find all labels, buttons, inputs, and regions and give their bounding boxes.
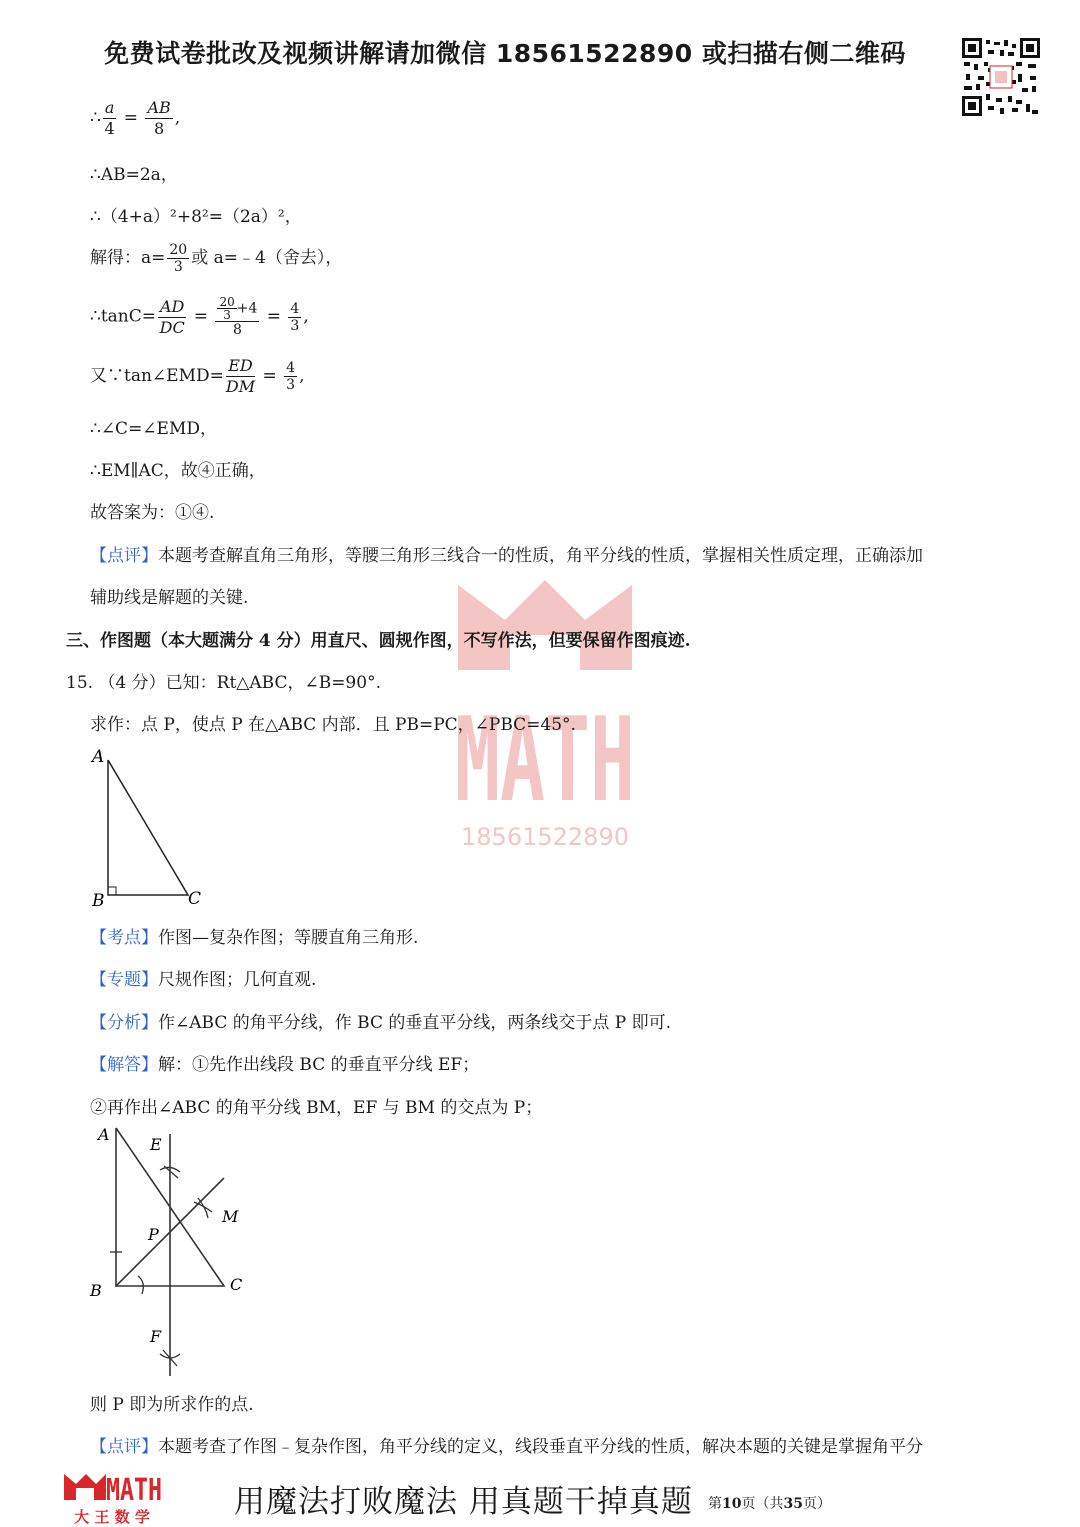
jieda-block	[90, 1050, 479, 1075]
vertex-c: C	[188, 889, 202, 909]
point-e: E	[150, 1135, 162, 1154]
jieda-tag: 【解答】	[90, 1055, 158, 1075]
question-stem: 15. （4 分）已知：Rt△ABC，∠B=90°.	[66, 673, 381, 693]
logo-word: MATH	[106, 1473, 162, 1508]
equation-pythagoras: ∴（4+a）²+8²=（2a）²，	[90, 207, 302, 227]
jieda-text: 解：①先作出线段 BC 的垂直平分线 EF；	[158, 1055, 480, 1075]
page-indicator: 第10页（共35页）	[708, 1496, 831, 1512]
kaodian-text: 作图—复杂作图；等腰直角三角形.	[158, 928, 419, 948]
equation-angle: ∴∠C=∠EMD，	[90, 419, 218, 439]
kaodian-tag: 【考点】	[90, 928, 158, 948]
comment-block-2	[90, 1432, 923, 1457]
comment-tag: 【点评】	[90, 546, 158, 566]
point-p: P	[148, 1225, 159, 1244]
equation-parallel: ∴EM∥AC，故④正确，	[90, 461, 266, 481]
zhuanti-tag: 【专题】	[90, 970, 158, 990]
equation-solve-a: 解得：a= $\frac{20}{3}$ 或 a=﹣4（舍去），	[90, 242, 343, 275]
conclusion: 则 P 即为所求作的点.	[90, 1395, 254, 1415]
question-ask: 求作：点 P，使点 P 在△ABC 内部．且 PB=PC，∠PBC=45°.	[90, 715, 576, 735]
page-header: 免费试卷批改及视频讲解请加微信 18561522890 或扫描右侧二维码	[104, 39, 906, 68]
logo-cn: 大 王 数 学	[74, 1508, 150, 1526]
zhuanti-block	[90, 965, 316, 990]
comment-text-cont: 辅助线是解题的关键.	[90, 588, 249, 608]
equation-ab: ∴AB=2a，	[90, 165, 178, 185]
point-b: B	[90, 1281, 102, 1300]
section-title: 三、作图题（本大题满分 4 分）用直尺、圆规作图，不写作法，但要保留作图痕迹.	[66, 631, 691, 651]
comment-text: 本题考查解直角三角形，等腰三角形三线合一的性质，角平分线的性质，掌握相关性质定理，正确添加	[158, 546, 923, 566]
comment2-tag: 【点评】	[90, 1437, 158, 1457]
comment-block-1	[90, 541, 923, 566]
equation-tan-emd: 又∵tan∠EMD= $\frac{ED}{DM}$ = $\frac{4}{3}$ ,	[90, 356, 305, 396]
point-a: A	[98, 1125, 110, 1144]
qr-code-icon[interactable]	[962, 38, 1040, 116]
step-2: ②再作出∠ABC 的角平分线 BM，EF 与 BM 的交点为 P；	[90, 1098, 543, 1118]
watermark-phone: 18561522890	[461, 823, 629, 851]
vertex-a: A	[92, 747, 105, 767]
point-c: C	[230, 1275, 243, 1294]
footer-slogan: 用魔法打败魔法 用真题干掉真题	[234, 1484, 693, 1520]
fenxi-text: 作∠ABC 的角平分线，作 BC 的垂直平分线，两条线交于点 P 即可.	[158, 1013, 672, 1033]
answer-line: 故答案为：①④.	[90, 503, 215, 523]
watermark-word: MATH	[455, 693, 635, 828]
vertex-b: B	[92, 891, 105, 911]
zhuanti-text: 尺规作图；几何直观.	[158, 970, 317, 990]
triangle-figure	[88, 744, 218, 914]
fenxi-block	[90, 1008, 671, 1033]
comment2-text: 本题考查了作图﹣复杂作图，角平分线的定义，线段垂直平分线的性质，解决本题的关键是掌握角平分	[158, 1437, 923, 1457]
brand-logo	[62, 1470, 166, 1526]
construction-figure	[86, 1122, 256, 1382]
equation-tan-c: ∴tanC= $\frac{AD}{DC}$ = $\frac{20}{3}$ +4 8 = $\frac{4}{3}$ ,	[90, 295, 309, 338]
equation-ratio: ∴ $\frac{a}{4}$ = $\frac{AB}{8}$ ,	[90, 98, 181, 138]
point-f: F	[150, 1327, 162, 1346]
kaodian-block	[90, 923, 418, 948]
fenxi-tag: 【分析】	[90, 1013, 158, 1033]
point-m: M	[222, 1207, 239, 1226]
